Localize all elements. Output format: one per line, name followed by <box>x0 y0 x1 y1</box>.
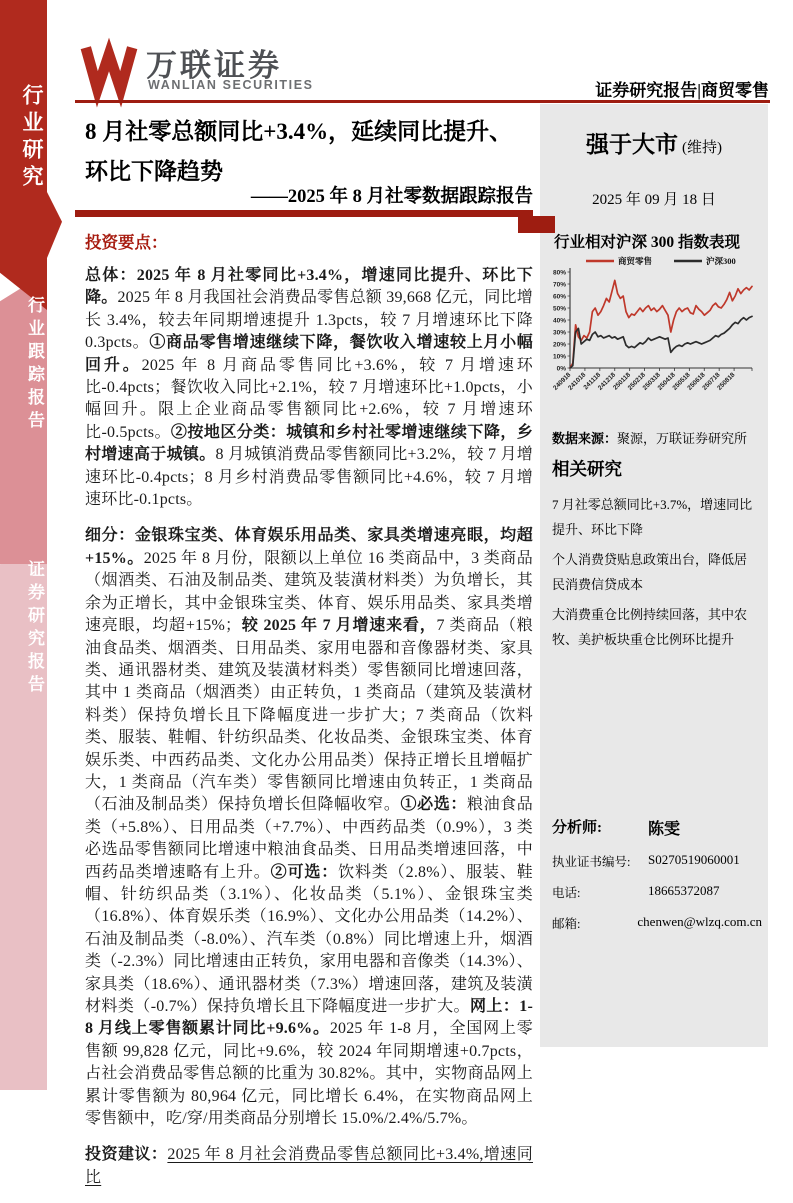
svg-text:250618: 250618 <box>686 371 707 392</box>
svg-text:20%: 20% <box>552 341 566 349</box>
svg-text:10%: 10% <box>552 353 566 361</box>
svg-text:250718: 250718 <box>701 371 722 392</box>
analyst-name: 陈雯 <box>648 821 681 838</box>
phone-label: 电话: <box>552 886 581 900</box>
ribbon-label-securities-report: 证券研究报告 <box>25 560 44 698</box>
side-ribbon <box>0 0 62 1122</box>
brand-name-en: WANLIAN SECURITIES <box>148 78 314 92</box>
text-segment: 网上：1-8 月线上零售额累计同比+9.6%。 <box>85 998 533 1038</box>
svg-text:250418: 250418 <box>656 371 677 392</box>
section-marker <box>518 216 555 233</box>
data-source <box>552 428 747 447</box>
key-points-heading: 投资要点： <box>85 233 168 252</box>
phone-number: 18665372087 <box>648 883 720 898</box>
license-row <box>552 852 762 870</box>
related-research-list <box>552 492 758 657</box>
text-segment: 饮料类（2.8%）、服装、鞋帽、针纺织品类（3.1%）、化妆品类（5.1%）、金银珠宝类（16.8%）、体育娱乐类（16.9%）、文化办公用品类（14.2%）、石油及制品类（-8.0%）、汽车类（0.8%）同比增速上升，烟酒类（-2.3%）同比增速由正转负，家用电器和音像类（14.3%）、家具类（18.6%）、通讯器材类（7.3%）增速回落，建筑及装潢材料类（-0.7%）保持负增长且下降幅度进一步扩大。 <box>85 863 533 1015</box>
report-category: 证券研究报告|商贸零售 <box>595 81 769 100</box>
page-title: 8 月社零总额同比+3.4%，延续同比提升、环比下降趋势 <box>85 119 513 184</box>
text-segment: ①商品零售增速继续下降，餐饮收入增速较上月小幅回升。 <box>85 334 533 374</box>
related-research-item: 大消费重仓比例持续回落，其中农牧、美护板块重仓比例环比提升 <box>552 607 748 647</box>
report-date: 2025 年 09 月 18 日 <box>592 192 716 208</box>
right-panel <box>540 104 768 1047</box>
page-subtitle: ——2025 年 8 月社零数据跟踪报告 <box>250 187 533 207</box>
text-segment: 2025 年 8 月社会消费品零售总额同比+3.4%,增速同比 <box>85 1146 533 1186</box>
text-segment: ②可选： <box>270 863 339 881</box>
svg-text:60%: 60% <box>552 293 566 301</box>
svg-text:250318: 250318 <box>641 371 662 392</box>
rating-value: 强于大市 <box>586 132 678 157</box>
related-research-item: 7 月社零总额同比+3.7%，增速同比提升、环比下降 <box>552 497 753 537</box>
svg-text:240918: 240918 <box>552 371 573 392</box>
related-research-item: 个人消费贷贴息政策出台，降低居民消费信贷成本 <box>552 552 748 592</box>
text-segment: 较 2025 年 7 月增速来看， <box>241 617 437 635</box>
svg-text:250818: 250818 <box>716 371 737 392</box>
svg-text:40%: 40% <box>552 317 566 325</box>
email-row <box>552 914 762 932</box>
paragraph-investment-advice <box>85 1144 533 1189</box>
text-segment: ①必选： <box>400 796 467 814</box>
text-segment: 投资建议： <box>85 1146 168 1164</box>
license-number: S0270519060001 <box>648 852 740 867</box>
phone-row <box>552 883 762 901</box>
wanlian-logo-icon <box>80 44 138 99</box>
ribbon-wedge <box>47 192 62 258</box>
text-segment: 2025 年 8 月商品零售同比+3.6%，较 7 月增速环比-0.4pcts；餐饮收入同比+2.1%，较 7 月增速环比+1.0pcts，小幅回升。限上企业商品零售额同比+2.6%，较 7 月增速环比-0.5pcts。 <box>85 356 533 441</box>
text-segment: 细分：金银珠宝类、体育娱乐用品类、家具类增速亮眼，均超+15%。 <box>85 527 533 567</box>
text-segment: 8 月城镇消费品零售额同比+3.2%，较 7 月增速环比-0.4pcts；8 月乡村消费品零售额同比+4.6%，较 7 月增速环比-0.1pcts。 <box>85 446 533 509</box>
title-divider-line <box>75 210 533 217</box>
svg-text:250518: 250518 <box>671 371 692 392</box>
chart-heading: 行业相对沪深 300 指数表现 <box>554 234 741 251</box>
ribbon-label-industry-research: 行业研究 <box>20 84 44 192</box>
svg-text:241018: 241018 <box>567 371 588 392</box>
text-segment: 2025 年 8 月份，限额以上单位 16 类商品中，3 类商品（烟酒类、石油及制品类、建筑及装潢材料类）为负增长，其余为正增长，其中金银珠宝类、体育、娱乐用品类、家具类增速亮眼，均超+15%； <box>85 549 533 635</box>
svg-text:241118: 241118 <box>582 371 603 392</box>
analyst-block <box>552 816 762 945</box>
text-segment: 总体：2025 年 8 月社零同比+3.4%，增速同比提升、环比下降。 <box>85 267 533 307</box>
svg-text:250218: 250218 <box>626 371 648 392</box>
svg-text:50%: 50% <box>552 305 566 313</box>
svg-text:80%: 80% <box>552 269 566 277</box>
email-address: chenwen@wlzq.com.cn <box>637 914 762 929</box>
license-label: 执业证书编号: <box>552 855 631 869</box>
rating-status: (维持) <box>682 140 722 156</box>
svg-text:70%: 70% <box>552 281 566 289</box>
svg-text:241218: 241218 <box>596 371 618 392</box>
text-segment: 2025 年 1-8 月，全国网上零售额 99,828 亿元，同比+9.6%，较 2024 年同期增速+0.7pcts，占社会消费品零售总额的比重为 30.82%。其中，实物商品网上累计零售额为 80,964 亿元，同比增长 6.4%，在实物商品网上零售额中，吃/穿/用类商品分别增长 15.0%/2.4%/5.7%。 <box>85 1020 533 1128</box>
paragraph-overall <box>85 265 533 511</box>
text-segment: 粮油食品类（+5.8%）、日用品类（+7.7%）、中西药品类（0.9%），3 类必选品零售额同比增速中粮油食品类、日用品类增速回落，中西药品类增速略有上升。 <box>85 796 533 881</box>
relative-performance-chart <box>542 256 766 428</box>
related-research-heading: 相关研究 <box>552 459 622 479</box>
text-segment: ②按地区分类：城镇和乡村社零增速继续下降，乡村增速高于城镇。 <box>85 423 533 464</box>
analyst-label: 分析师: <box>552 820 602 836</box>
svg-text:30%: 30% <box>552 329 566 337</box>
data-source-label: 数据来源： <box>552 431 618 446</box>
email-label: 邮箱: <box>552 917 581 931</box>
svg-text:0%: 0% <box>556 365 566 373</box>
text-segment: 7 类商品（粮油食品类、烟酒类、日用品类、家用电器和音像器材类、家具类、通讯器材类、建筑及装潢材料类）零售额同比增速回落，其中 1 类商品（烟酒类）由正转负，1 类商品（建筑及装潢材料类）保持负增长且下降幅度进一步扩大；7 类商品（饮料类、服装、鞋帽、针纺织品类、化妆品类、金银珠宝类、体育娱乐类、中西药品类、文化办公用品类）保持正增长且增幅扩大，1 类商品（汽车类）零售额同比增速由负转正，1 类商品（石油及制品类）保持负增长但降幅收窄。 <box>85 617 533 814</box>
rating-line <box>540 126 768 159</box>
ribbon-label-tracking-report: 行业跟踪报告 <box>25 296 44 434</box>
svg-text:沪深300: 沪深300 <box>706 256 736 266</box>
brand-name-cn: 万联证券 <box>146 48 282 83</box>
data-source-value: 聚源，万联证券研究所 <box>617 431 748 446</box>
svg-text:250118: 250118 <box>612 371 633 392</box>
svg-text:商贸零售: 商贸零售 <box>618 256 653 266</box>
analyst-row <box>552 816 762 839</box>
paragraph-breakdown <box>85 525 533 1130</box>
report-body <box>85 229 533 1203</box>
text-segment: 2025 年 8 月我国社会消费品零售总额 39,668 亿元，同比增长 3.4%，较去年同期增速提升 1.3pcts，较 7 月增速环比下降 0.3pcts。 <box>85 289 533 352</box>
header-divider-line <box>75 100 770 103</box>
